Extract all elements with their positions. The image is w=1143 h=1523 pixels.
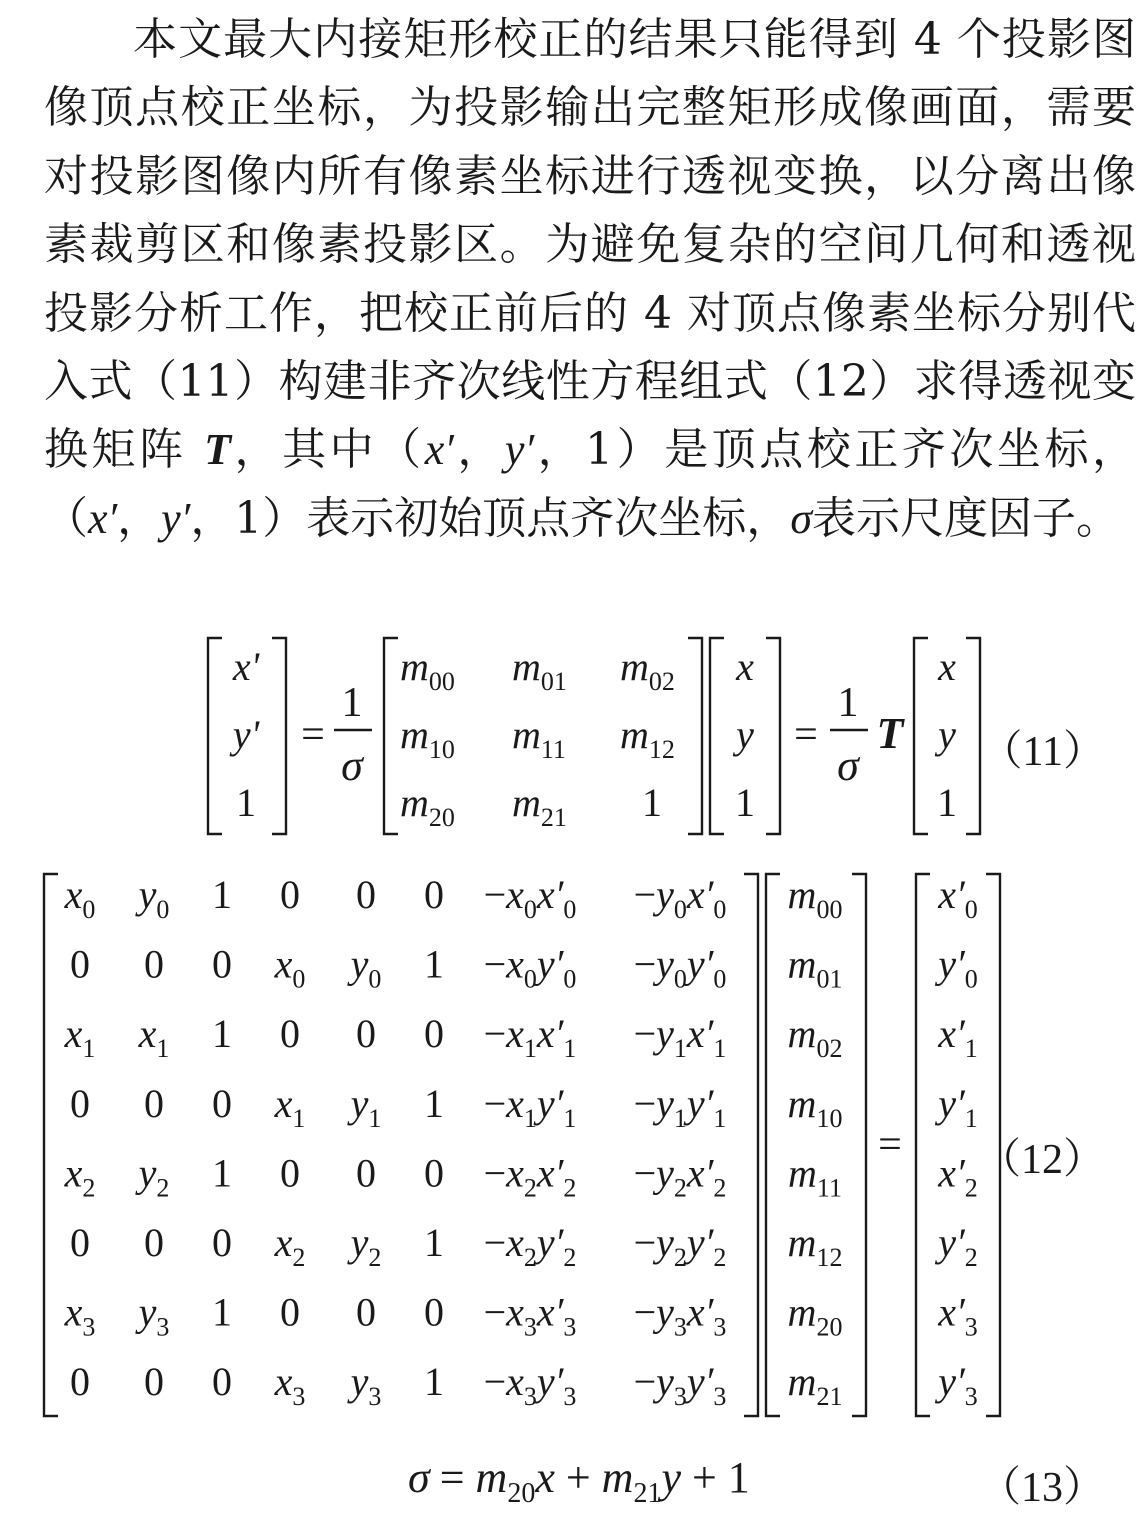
matrix-cell: 0 xyxy=(70,1359,90,1405)
matrix-cell: 1 xyxy=(212,1150,232,1196)
matrix-cell: $-y_3x'_3$ xyxy=(633,1289,727,1342)
eq11-frac-den: σ xyxy=(341,741,363,790)
matrix-cell: 1 xyxy=(424,941,444,987)
equation-number-13: （13） xyxy=(978,1465,1105,1511)
matrix-cell: 1 xyxy=(424,1080,444,1126)
matrix-cell: 0 xyxy=(280,1289,300,1335)
matrix-cell: 0 xyxy=(70,941,90,987)
matrix-cell: 1 xyxy=(212,1011,232,1057)
matrix-cell: 1 xyxy=(424,1359,444,1405)
matrix-cell: 0 xyxy=(212,1220,232,1265)
matrix-cell: 0 xyxy=(144,1359,164,1405)
equation-13 xyxy=(0,1440,1143,1520)
matrix-cell: 0 xyxy=(70,1080,90,1126)
matrix-cell: $-y_3y'_3$ xyxy=(633,1359,727,1412)
matrix-cell: $-x_0x'_0$ xyxy=(483,872,577,924)
matrix-cell: 0 xyxy=(280,872,300,917)
matrix-cell: $-x_0y'_0$ xyxy=(483,941,577,994)
matrix-cell: $-x_1x'_1$ xyxy=(483,1011,577,1064)
matrix-cell: 1 xyxy=(212,1289,232,1335)
matrix-cell: $-y_2x'_2$ xyxy=(633,1150,727,1203)
eq11-frac-num: 1 xyxy=(341,680,363,726)
matrix-cell: 0 xyxy=(144,1080,164,1126)
svg-text:m20: $m_{20}$ xyxy=(400,780,455,832)
matrix-cell: $-y_1y'_1$ xyxy=(633,1080,727,1133)
eq11-lhs-y: y' xyxy=(232,712,260,757)
matrix-cell: $x_0$ xyxy=(274,941,306,994)
matrix-cell: $-y_0y'_0$ xyxy=(633,941,727,994)
matrix-cell: $y'_3$ xyxy=(938,1359,978,1412)
matrix-cell: $x_1$ xyxy=(64,1011,96,1064)
svg-text:=: = xyxy=(794,712,818,758)
svg-text:m21: $m_{21}$ xyxy=(512,780,567,832)
svg-text:x: x xyxy=(938,644,956,689)
matrix-cell: $x_1$ xyxy=(138,1011,170,1064)
svg-text:σ= m20x + m21y + 1: $\sigma = m_{20}x + m_{21}y + 1$ xyxy=(408,1453,750,1509)
matrix-cell: $x_1$ xyxy=(274,1080,306,1133)
eq11-lhs-1: 1 xyxy=(236,780,256,825)
body-paragraph: 本文最大内接矩形校正的结果只能得到 4 个投影图像顶点校正坐标，为投影输出完整矩形成像画面，需要对投影图像内所有像素坐标进行透视变换，以分离出像素裁剪区和像素投影区。为避免复杂的空间几何和透视投影分析工作，把校正前后的 4 对顶点像素坐标分别代入式（11）构建非齐次线性方程组式（12）求得透视变换矩阵 T，其中（x′，y′，1）是顶点校正齐次坐标，（x′，y′，1）表示初始顶点齐次坐标，σ表示尺度因子。 xyxy=(44,14,1137,544)
matrix-cell: $x_2$ xyxy=(64,1150,96,1203)
matrix-cell: 0 xyxy=(356,1011,376,1057)
matrix-cell: $-x_1y'_1$ xyxy=(483,1080,577,1133)
matrix-cell: $m_{20}$ xyxy=(787,1289,843,1342)
matrix-cell: 0 xyxy=(144,941,164,987)
matrix-cell: $y_2$ xyxy=(350,1220,382,1272)
equation-12 xyxy=(0,866,1143,1426)
matrix-cell: $-x_2y'_2$ xyxy=(483,1220,577,1272)
matrix-cell: $x_2$ xyxy=(274,1220,306,1272)
matrix-cell: $x'_3$ xyxy=(938,1289,978,1342)
matrix-cell: $-x_3y'_3$ xyxy=(483,1359,577,1412)
matrix-cell: $m_{02}$ xyxy=(787,1011,843,1064)
svg-text:y: y xyxy=(938,712,956,757)
svg-text:m11: $m_{11}$ xyxy=(512,712,566,764)
matrix-cell: $-y_2y'_2$ xyxy=(633,1220,727,1272)
matrix-cell: $x_3$ xyxy=(274,1359,306,1412)
svg-text:m02: $m_{02}$ xyxy=(620,644,675,696)
matrix-cell: $-x_2x'_2$ xyxy=(483,1150,577,1203)
matrix-cell: 0 xyxy=(356,1150,376,1196)
matrix-cell: $y_0$ xyxy=(350,941,382,994)
matrix-cell: $-y_1x'_1$ xyxy=(633,1011,727,1064)
equation-11 xyxy=(0,630,1143,850)
svg-text:=: = xyxy=(301,712,325,758)
svg-text:x: x xyxy=(736,644,754,689)
matrix-symbol-T: T xyxy=(204,425,232,475)
svg-text:1: 1 xyxy=(735,780,755,825)
matrix-cell: $m_{11}$ xyxy=(788,1150,842,1203)
matrix-cell: $x'_0$ xyxy=(938,872,978,924)
svg-text:1: 1 xyxy=(837,680,859,726)
matrix-cell: 0 xyxy=(280,1011,300,1057)
matrix-cell: $x'_2$ xyxy=(938,1150,978,1203)
svg-text:1: 1 xyxy=(937,780,957,825)
matrix-cell: $x'_1$ xyxy=(938,1011,978,1064)
matrix-cell: 1 xyxy=(424,1220,444,1265)
equation-number-11: （11） xyxy=(980,729,1105,775)
svg-text:m00: $m_{00}$ xyxy=(400,644,455,696)
matrix-cell: $y_1$ xyxy=(350,1080,382,1133)
matrix-cell: 0 xyxy=(356,872,376,917)
matrix-cell: 1 xyxy=(212,872,232,917)
eq11-T: T xyxy=(876,709,904,758)
svg-text:m10: $m_{10}$ xyxy=(400,712,455,764)
matrix-cell: 0 xyxy=(424,1011,444,1057)
matrix-cell: $y_3$ xyxy=(350,1359,382,1412)
matrix-cell: 0 xyxy=(212,1359,232,1405)
matrix-cell: 0 xyxy=(424,1289,444,1335)
matrix-cell: $-x_3x'_3$ xyxy=(483,1289,577,1342)
matrix-cell: 0 xyxy=(212,1080,232,1126)
svg-text:m12: $m_{12}$ xyxy=(620,712,675,764)
matrix-cell: 0 xyxy=(424,872,444,917)
svg-text:σ: σ xyxy=(837,741,859,790)
matrix-cell: 0 xyxy=(280,1150,300,1196)
matrix-cell: $y'_2$ xyxy=(938,1220,978,1272)
matrix-cell: $m_{10}$ xyxy=(787,1080,843,1133)
equation-number-12: （12） xyxy=(978,1137,1105,1183)
matrix-cell: $x_0$ xyxy=(64,872,96,924)
matrix-cell: 0 xyxy=(70,1220,90,1265)
matrix-cell: 0 xyxy=(424,1150,444,1196)
matrix-cell: $m_{01}$ xyxy=(787,941,843,994)
matrix-cell: $y'_0$ xyxy=(938,941,978,994)
svg-text:y: y xyxy=(736,712,754,757)
matrix-cell: $y_3$ xyxy=(138,1289,170,1342)
matrix-cell: $y_0$ xyxy=(138,872,170,924)
eq11-lhs-x: x' xyxy=(232,644,260,689)
svg-text:m01: $m_{01}$ xyxy=(512,644,567,696)
matrix-cell: $m_{21}$ xyxy=(787,1359,843,1412)
matrix-cell: $x_3$ xyxy=(64,1289,96,1342)
matrix-cell: 0 xyxy=(356,1289,376,1335)
matrix-cell: 0 xyxy=(144,1220,164,1265)
matrix-cell: $m_{12}$ xyxy=(787,1220,843,1272)
svg-text:1: 1 xyxy=(642,780,662,825)
matrix-cell: 0 xyxy=(212,941,232,987)
matrix-cell: $y_2$ xyxy=(138,1150,170,1203)
matrix-cell: $m_{00}$ xyxy=(787,872,843,924)
matrix-cell: $-y_0x'_0$ xyxy=(633,872,727,924)
matrix-cell: $y'_1$ xyxy=(938,1080,978,1133)
svg-text:=: = xyxy=(878,1122,902,1168)
